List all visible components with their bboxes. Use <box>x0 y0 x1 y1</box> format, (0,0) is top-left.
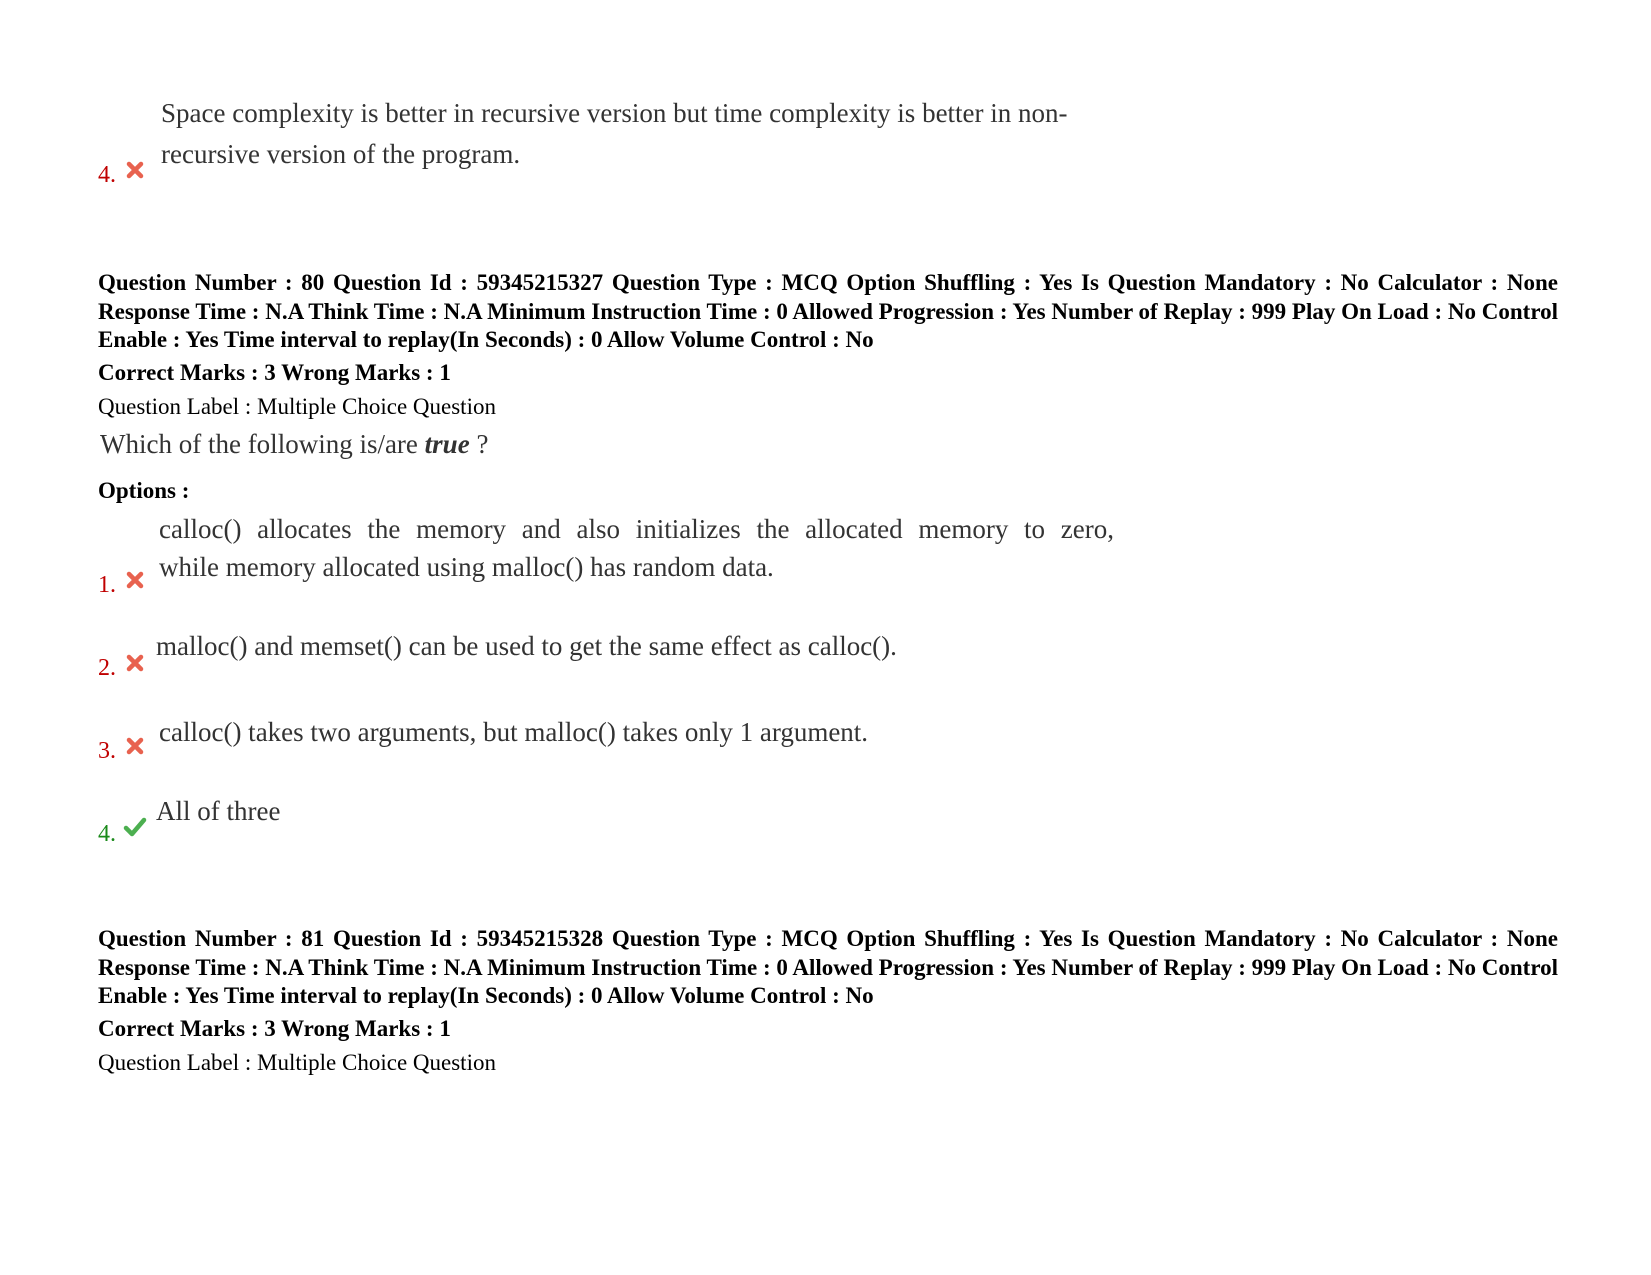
option-line: recursive version of the program. <box>161 139 521 169</box>
cross-icon <box>125 570 145 590</box>
options-heading: Options : <box>98 478 190 503</box>
question-marks: Correct Marks : 3 Wrong Marks : 1 <box>98 360 451 385</box>
cross-icon <box>125 736 145 756</box>
option-line: while memory allocated using malloc() has random data. <box>159 552 774 582</box>
question-text <box>100 427 488 461</box>
cross-icon <box>125 653 145 673</box>
question-text-suffix: ? <box>476 429 489 459</box>
question-text-prefix: Which of the following is/are <box>100 429 418 459</box>
question-label: Question Label : Multiple Choice Question <box>98 1050 496 1075</box>
question-marks: Correct Marks : 3 Wrong Marks : 1 <box>98 1016 451 1041</box>
option-number: 4. <box>98 162 116 188</box>
question-meta: Question Number : 80 Question Id : 59345215327 Question Type : MCQ Option Shuffling : Yes Is Question Mandatory : No Calculator : None Response Time : N.A Think Time : N.A Minimum Instruction Time : 0 Allowed Progression : Yes Number of Replay : 999 Play On Load : No Control Enable : Yes Time interval to replay(In Seconds) : 0 Allow Volume Control : No <box>98 270 1558 352</box>
option-number: 2. <box>98 655 116 681</box>
option-line: calloc() allocates the memory and also initializes the allocated memory to zero, <box>159 514 1114 544</box>
cross-icon <box>125 160 145 180</box>
option-line: Space complexity is better in recursive version but time complexity is better in non- <box>161 98 1068 128</box>
question-meta: Question Number : 81 Question Id : 59345215328 Question Type : MCQ Option Shuffling : Yes Is Question Mandatory : No Calculator : None Response Time : N.A Think Time : N.A Minimum Instruction Time : 0 Allowed Progression : Yes Number of Replay : 999 Play On Load : No Control Enable : Yes Time interval to replay(In Seconds) : 0 Allow Volume Control : No <box>98 926 1558 1008</box>
option-text <box>161 93 1068 175</box>
option-text: calloc() takes two arguments, but malloc() takes only 1 argument. <box>159 717 869 747</box>
question-label: Question Label : Multiple Choice Question <box>98 394 496 419</box>
question-text-emphasis: true <box>424 429 470 459</box>
option-number: 3. <box>98 738 116 764</box>
option-text: malloc() and memset() can be used to get the same effect as calloc(). <box>156 631 897 661</box>
check-icon <box>123 816 147 838</box>
option-text <box>159 509 1114 588</box>
option-text: All of three <box>156 796 281 826</box>
option-number: 1. <box>98 572 116 598</box>
option-number: 4. <box>98 821 116 847</box>
